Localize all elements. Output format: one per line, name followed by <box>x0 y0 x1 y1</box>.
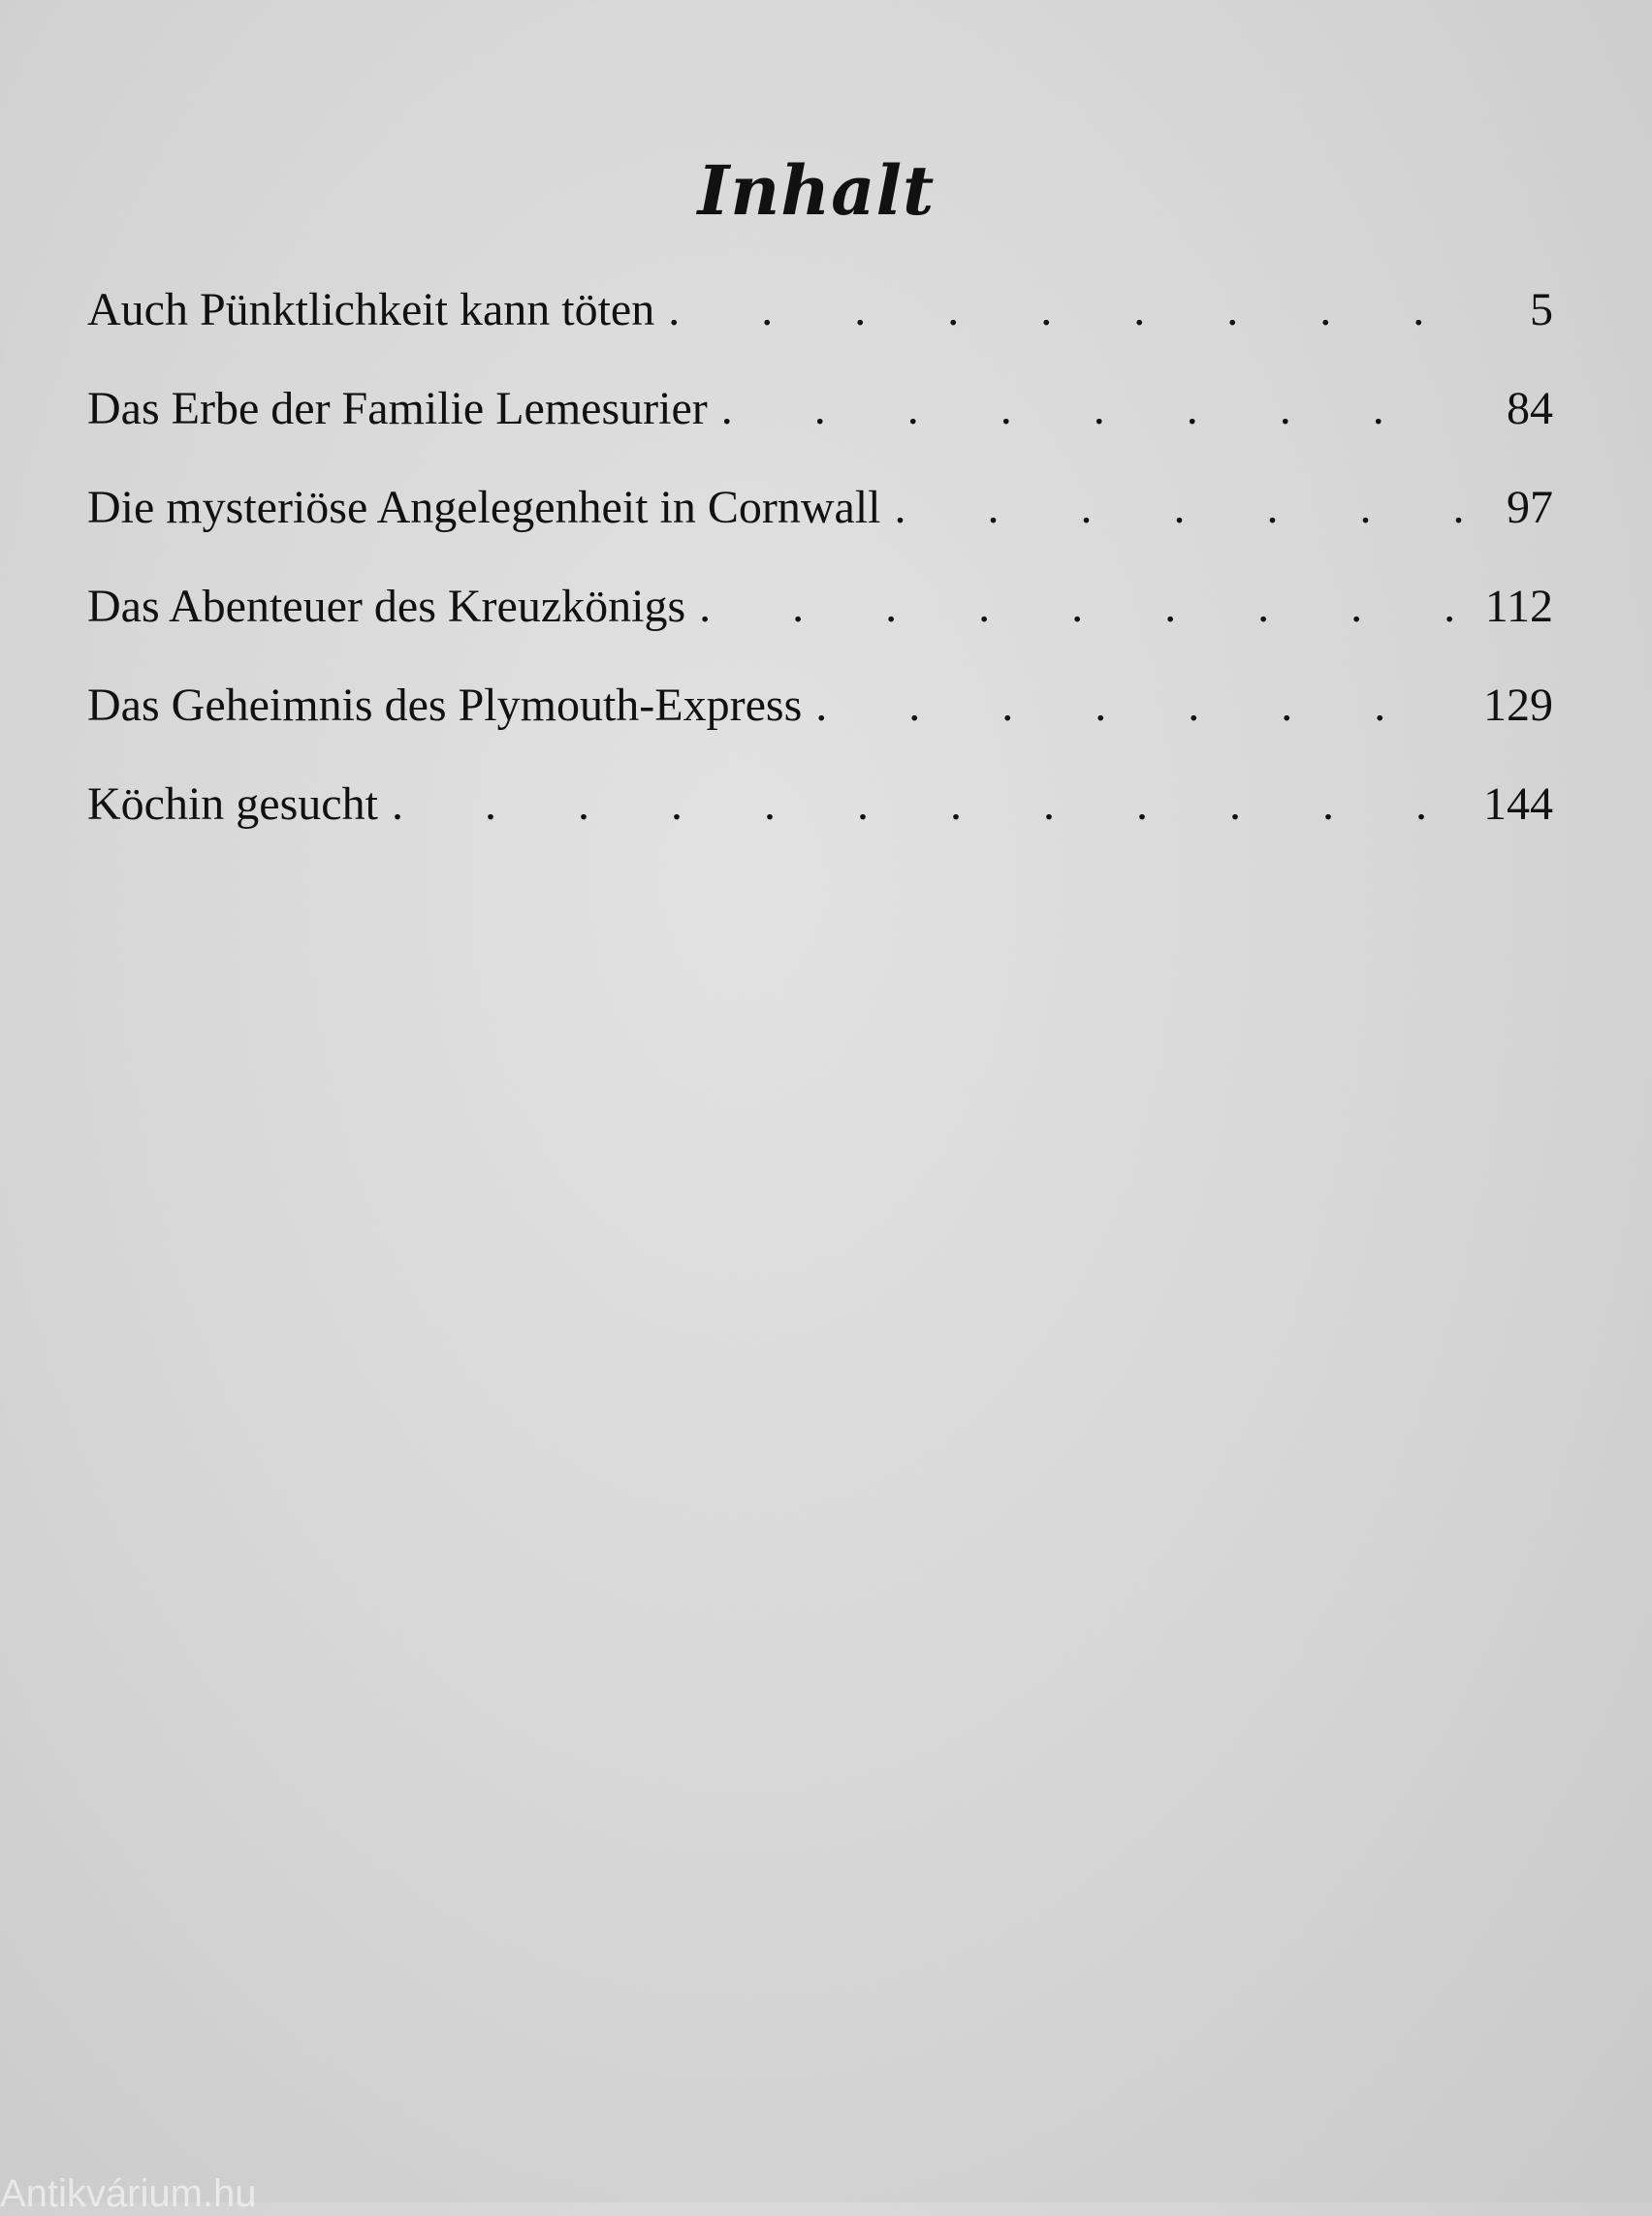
toc-entry-page: 84 <box>1507 383 1553 434</box>
toc-entry-page: 97 <box>1507 482 1553 533</box>
toc-entry <box>87 382 1553 481</box>
toc-entry <box>87 580 1553 679</box>
dot-leader <box>802 679 1466 732</box>
dot-leader <box>654 283 1466 336</box>
dot-leader <box>685 580 1466 633</box>
toc-entry-title: Das Erbe der Familie Lemesurier <box>87 383 708 434</box>
toc-entry-page: 144 <box>1483 778 1553 830</box>
dot-leader <box>708 382 1466 435</box>
dot-leader <box>378 777 1466 831</box>
toc-entry-title: Die mysteriöse Angelegenheit in Cornwall <box>87 482 881 533</box>
toc-entry-title: Das Abenteuer des Kreuzkönigs <box>87 581 686 632</box>
toc-entry-page: 112 <box>1484 581 1553 632</box>
toc-entry-title: Köchin gesucht <box>87 778 378 830</box>
page-title: Inhalt <box>697 149 936 231</box>
toc-entry-title: Das Geheimnis des Plymouth-Express <box>87 680 803 731</box>
toc-entry-title: Auch Pünktlichkeit kann töten <box>87 284 655 335</box>
toc-entry-page: 129 <box>1483 680 1553 731</box>
toc-entry <box>87 481 1553 580</box>
dot-leader <box>880 481 1466 534</box>
table-of-contents <box>87 283 1553 876</box>
watermark: Antikvárium.hu <box>0 2172 257 2215</box>
toc-entry <box>87 283 1553 382</box>
toc-entry-page: 5 <box>1530 284 1553 335</box>
toc-entry <box>87 777 1553 876</box>
toc-entry <box>87 679 1553 777</box>
